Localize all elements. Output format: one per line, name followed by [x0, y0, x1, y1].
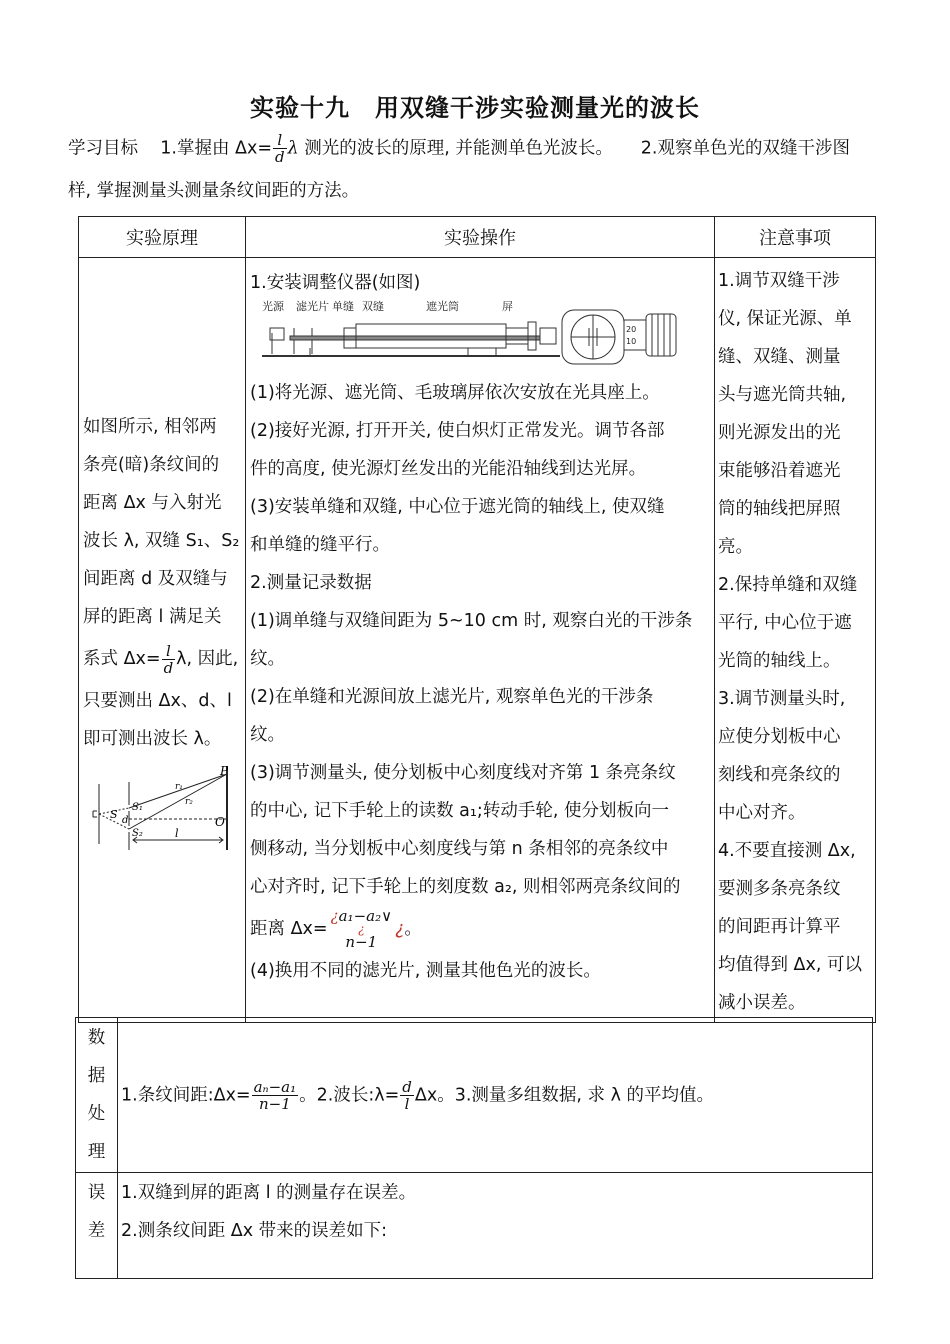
- note-line: 光筒的轴线上。: [718, 651, 841, 671]
- note-line: 束能够沿着遮光: [718, 461, 841, 481]
- note-line: 减小误差。: [718, 993, 806, 1013]
- operation-step: 的中心, 记下手轮上的读数 a₁;转动手轮, 使分划板向一: [250, 801, 669, 821]
- notes-text: [715, 258, 875, 1022]
- operation-step: (3)调节测量头, 使分划板中心刻度线对齐第 1 条亮条纹: [250, 763, 676, 783]
- note-line: 4.不要直接测 Δx,: [718, 841, 856, 861]
- header-principle: 实验原理: [79, 217, 246, 258]
- apparatus-label-single-slit: 单缝: [332, 300, 354, 313]
- label-S1: S₁: [132, 802, 143, 813]
- apparatus-label-double-slit: 双缝: [362, 300, 384, 313]
- label-O: O: [215, 815, 225, 829]
- label-r2: r₂: [185, 797, 193, 807]
- principle-line: 条亮(暗)条纹间的: [83, 455, 220, 475]
- wavelength-fraction: $\frac{d}{l}$: [402, 1077, 412, 1113]
- operation-step: 件的高度, 使光源灯丝发出的光能沿轴线到达光屏。: [250, 459, 647, 479]
- note-line: 亮。: [718, 537, 753, 557]
- apparatus-label-filter: 滤光片: [296, 300, 329, 313]
- objective-1-fraction: $\frac{l}{d}$: [275, 131, 285, 166]
- principle-line: 屏的距离 l 满足关: [83, 607, 222, 627]
- operation-step: (2)接好光源, 打开开关, 使白炽灯正常发光。调节各部: [250, 421, 665, 441]
- data-processing-label: 数 据 处 理: [76, 1018, 118, 1173]
- objectives-label: 学习目标: [68, 138, 138, 159]
- note-line: 仪, 保证光源、单: [718, 309, 852, 329]
- note-line: 缝、双缝、测量: [718, 347, 841, 367]
- principle-text: [79, 258, 245, 758]
- sub-table: [75, 1017, 873, 1279]
- note-line: 中心对齐。: [718, 803, 806, 823]
- objective-1-lambda: λ: [287, 138, 299, 159]
- principle-formula-line: 系式 Δx= $\frac{l}{d}$ λ, 因此,: [83, 641, 239, 677]
- data-processing-content: 1.条纹间距:Δx= $\frac{\text{aₙ−a₁}}{n-1}$ 。2.波长:λ= $\frac{d}{l}$ Δx。3.测量多组数据, 求 λ 的平均值。: [118, 1018, 873, 1173]
- label-P: P: [220, 764, 229, 778]
- note-line: 均值得到 Δx, 可以: [718, 955, 863, 975]
- label-d: d: [122, 815, 129, 826]
- operation-step: (1)将光源、遮光筒、毛玻璃屏依次安放在光具座上。: [250, 383, 660, 403]
- note-line: 要测多条亮条纹: [718, 879, 841, 899]
- notes-cell: [715, 258, 876, 1023]
- note-line: 1.调节双缝干涉: [718, 271, 840, 291]
- operation-step: 侧移动, 当分划板中心刻度线与第 n 条相邻的亮条纹中: [250, 839, 669, 859]
- apparatus-label-screen: 屏: [502, 300, 513, 313]
- operation-step: (4)换用不同的滤光片, 测量其他色光的波长。: [250, 961, 601, 981]
- note-line: 2.保持单缝和双缝: [718, 575, 858, 595]
- principle-line: 波长 λ, 双缝 S₁、S₂: [83, 531, 240, 551]
- note-line: 的间距再计算平: [718, 917, 841, 937]
- objectives-line-1: [68, 132, 888, 165]
- principle-cell: [79, 258, 246, 1023]
- apparatus-label-light: 光源: [262, 300, 284, 313]
- principle-line: 只要测出 Δx、d、l: [83, 691, 232, 711]
- operation-step: 纹。: [250, 725, 285, 745]
- header-operation: 实验操作: [246, 217, 715, 258]
- note-line: 刻线和亮条纹的: [718, 765, 841, 785]
- spacing-fraction: $\frac{\text{aₙ−a₁}}{n-1}$: [253, 1077, 297, 1113]
- apparatus-label-tube: 遮光筒: [426, 300, 459, 313]
- principle-line: 如图所示, 相邻两: [83, 417, 217, 437]
- note-line: 平行, 中心位于遮: [718, 613, 852, 633]
- error-line-1: 1.双缝到屏的距离 l 的测量存在误差。: [121, 1183, 417, 1203]
- operation-step: (2)在单缝和光源间放上滤光片, 观察单色光的干涉条: [250, 687, 654, 707]
- double-slit-diagram: [87, 764, 237, 854]
- label-r1: r₁: [175, 782, 183, 792]
- operation-step: 心对齐时, 记下手轮上的刻度数 a₂, 则相邻两亮条纹间的: [250, 877, 681, 897]
- note-line: 则光源发出的光: [718, 423, 841, 443]
- operation-step: (1)调单缝与双缝间距为 5~10 cm 时, 观察白光的干涉条: [250, 611, 693, 631]
- operation-formula-line: 距离 Δx= ¿a₁−a₂∨ ¿ n−1 ¿。: [250, 907, 422, 951]
- label-S2: S₂: [132, 828, 143, 839]
- operation-step: 和单缝的缝平行。: [250, 535, 390, 555]
- objective-2-part1: 2.观察单色光的双缝干涉图: [640, 138, 850, 159]
- note-line: 3.调节测量头时,: [718, 689, 846, 709]
- apparatus-diagram: [250, 298, 710, 374]
- operation-step: 纹。: [250, 649, 285, 669]
- operation-step: (3)安装单缝和双缝, 中心位于遮光筒的轴线上, 使双缝: [250, 497, 665, 517]
- error-label: 误 差: [76, 1173, 118, 1279]
- operation-cell: [246, 258, 715, 1023]
- operation-fraction: ¿a₁−a₂∨ ¿ n−1: [330, 907, 393, 951]
- note-line: 应使分划板中心: [718, 727, 841, 747]
- error-content: [118, 1173, 873, 1279]
- main-table: [78, 216, 876, 1023]
- principle-line: 距离 Δx 与入射光: [83, 493, 222, 513]
- step1-title: 1.安装调整仪器(如图): [250, 273, 421, 293]
- scale-20: 20: [626, 325, 637, 334]
- objective-1-suffix: 测光的波长的原理, 并能测单色光波长。: [298, 138, 613, 159]
- principle-fraction: $\frac{l}{d}$: [163, 641, 174, 677]
- error-line-2: 2.测条纹间距 Δx 带来的误差如下:: [121, 1221, 388, 1241]
- page-title: 实验十九 用双缝干涉实验测量光的波长: [250, 94, 700, 122]
- note-line: 筒的轴线把屏照: [718, 499, 841, 519]
- scale-10: 10: [626, 337, 637, 346]
- header-notes: 注意事项: [715, 217, 876, 258]
- step2-title: 2.测量记录数据: [250, 573, 372, 593]
- principle-line: 即可测出波长 λ。: [83, 729, 222, 749]
- objective-2-part2: 样, 掌握测量头测量条纹间距的方法。: [68, 181, 360, 201]
- label-l: l: [175, 827, 179, 840]
- principle-line: 间距离 d 及双缝与: [83, 569, 228, 589]
- label-S: S: [110, 808, 118, 821]
- note-line: 头与遮光筒共轴,: [718, 385, 847, 405]
- objective-1-prefix: 1.掌握由 Δx=: [160, 138, 273, 159]
